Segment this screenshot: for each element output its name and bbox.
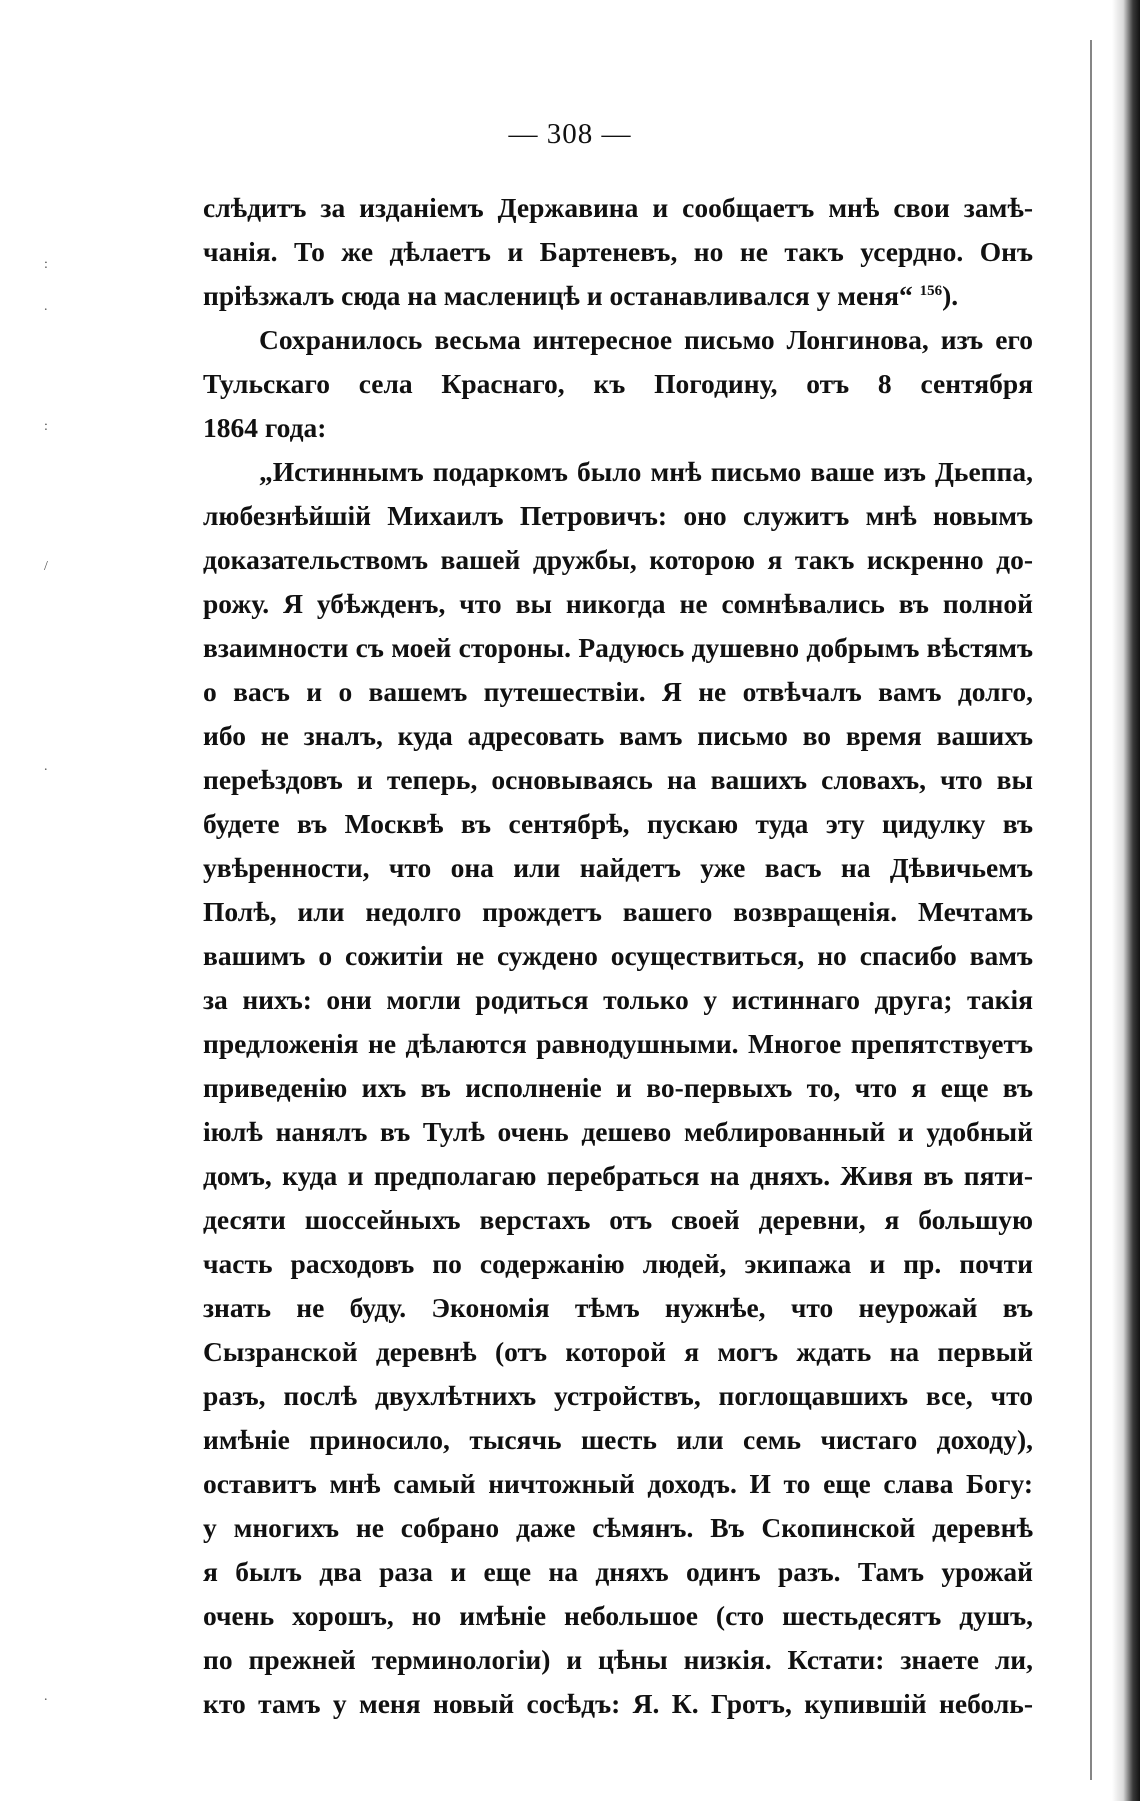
text-line: Сохранилось весьма интересное письмо Лонгинова, изъ его: [259, 324, 1033, 355]
text-line: взаимности съ моей стороны. Радуюсь душевно добрымъ вѣстямъ: [203, 632, 1033, 663]
text-line: Сызранской деревнѣ (отъ которой я могъ ждать на первый: [203, 1336, 1033, 1367]
text-line: любезнѣйшій Михаилъ Петровичъ: оно служитъ мнѣ новымъ: [203, 500, 1033, 531]
text-line: за нихъ: они могли родиться только у истиннаго друга; такія: [203, 984, 1033, 1015]
text-line: предложенія не дѣлаются равнодушными. Многое препятствуетъ: [203, 1028, 1033, 1059]
text-line: слѣдитъ за изданіемъ Державина и сообщаетъ мнѣ свои замѣ-: [203, 192, 1033, 223]
margin-speck: /: [44, 559, 48, 574]
text-line: кто тамъ у меня новый сосѣдъ: Я. К. Гротъ, купившій неболь-: [203, 1688, 1033, 1719]
margin-speck: :: [44, 257, 48, 272]
text-line: разъ, послѣ двухлѣтнихъ устройствъ, поглощавшихъ все, что: [203, 1380, 1033, 1411]
margin-speck: .: [44, 1689, 48, 1704]
scan-edge-line: [1090, 40, 1092, 1780]
text-line: іюлѣ нанялъ въ Тулѣ очень дешево меблированный и удобный: [203, 1116, 1033, 1147]
text-line: знать не буду. Экономія тѣмъ нужнѣе, что неурожай въ: [203, 1292, 1033, 1323]
text-line: оставитъ мнѣ самый ничтожный доходъ. И то еще слава Богу:: [203, 1468, 1033, 1499]
margin-speck: .: [44, 299, 48, 314]
text-line: о васъ и о вашемъ путешествіи. Я не отвѣчалъ вамъ долго,: [203, 676, 1033, 707]
text-line-with-footnote: [203, 274, 1033, 318]
footnote-tail: ).: [942, 280, 959, 311]
text-line: будете въ Москвѣ въ сентябрѣ, пускаю туда эту цидулку въ: [203, 808, 1033, 839]
text-line: переѣздовъ и теперь, основываясь на вашихъ словахъ, что вы: [203, 764, 1033, 795]
text-line: ибо не зналъ, куда адресовать вамъ письмо во время вашихъ: [203, 720, 1033, 751]
text-line: очень хорошъ, но имѣніе небольшое (сто шестьдесятъ душъ,: [203, 1600, 1033, 1631]
text-line: Тульскаго села Краснаго, къ Погодину, отъ 8 сентября: [203, 368, 1033, 399]
text-line: рожу. Я убѣжденъ, что вы никогда не сомнѣвались въ полной: [203, 588, 1033, 619]
text-line: по прежней терминологіи) и цѣны низкія. Кстати: знаете ли,: [203, 1644, 1033, 1675]
text-line: Полѣ, или недолго прождетъ вашего возвращенія. Мечтамъ: [203, 896, 1033, 927]
text-line: 1864 года:: [203, 412, 327, 443]
text-line: приведенію ихъ въ исполненіе и во-первыхъ то, что я еще въ: [203, 1072, 1033, 1103]
scan-edge-shadow: [1112, 0, 1140, 1801]
text-line: часть расходовъ по содержанію людей, экипажа и пр. почти: [203, 1248, 1033, 1279]
text-line: домъ, куда и предполагаю перебраться на дняхъ. Живя въ пяти-: [203, 1160, 1033, 1191]
text-line: чанія. То же дѣлаетъ и Бартеневъ, но не такъ усердно. Онъ: [203, 236, 1033, 267]
text-line: доказательствомъ вашей дружбы, которою я такъ искренно до-: [203, 544, 1033, 575]
footnote-reference: 156: [919, 282, 943, 299]
margin-speck: :: [44, 419, 48, 434]
text-line: увѣренности, что она или найдетъ уже васъ на Дѣвичьемъ: [203, 852, 1033, 883]
text-line: вашимъ о сожитіи не суждено осуществиться, но спасибо вамъ: [203, 940, 1033, 971]
text-line: имѣніе приносило, тысячь шесть или семь чистаго доходу),: [203, 1424, 1033, 1455]
text-line-content: пріѣзжалъ сюда на масленицѣ и останавливался у меня“: [203, 280, 913, 311]
body-text: [203, 186, 1033, 1726]
margin-speck: .: [44, 759, 48, 774]
text-line: десяти шоссейныхъ верстахъ отъ своей деревни, я большую: [203, 1204, 1033, 1235]
text-line: „Истиннымъ подаркомъ было мнѣ письмо ваше изъ Дьеппа,: [259, 456, 1033, 487]
page-number: — 308 —: [508, 118, 632, 150]
text-line: я былъ два раза и еще на дняхъ одинъ разъ. Тамъ урожай: [203, 1556, 1033, 1587]
text-line: у многихъ не собрано даже сѣмянъ. Въ Скопинской деревнѣ: [203, 1512, 1033, 1543]
